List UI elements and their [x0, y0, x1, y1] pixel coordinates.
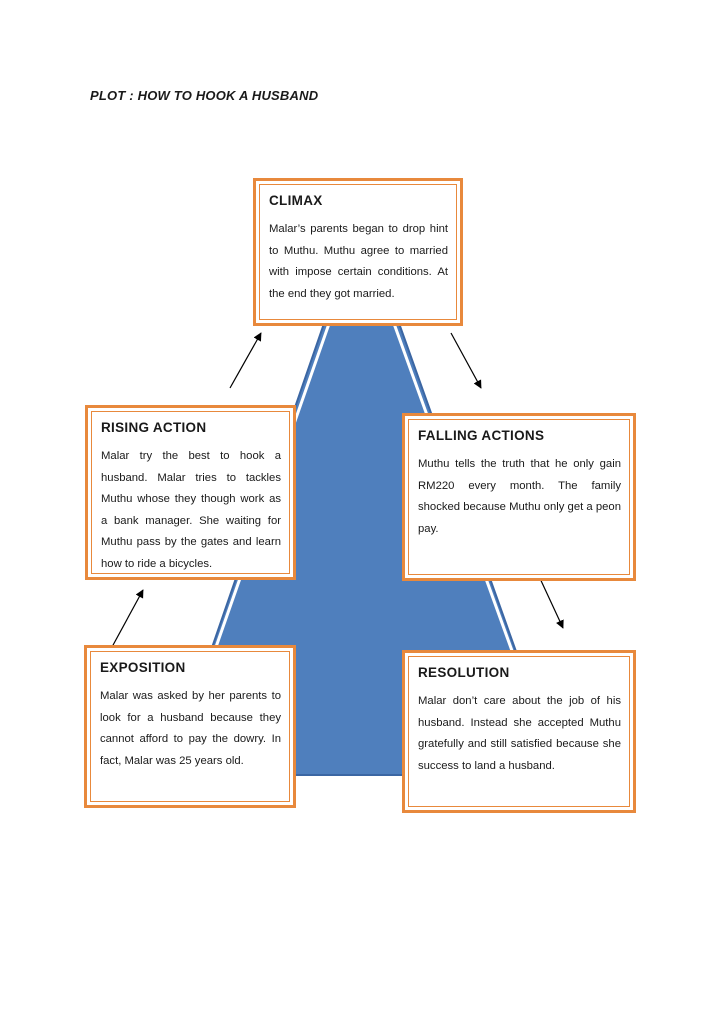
arrow-exposition-to-rising — [112, 590, 143, 647]
resolution-title: RESOLUTION — [418, 665, 510, 680]
resolution-text: Malar don’t care about the job of his husband. Instead she accepted Muthu gratefully and still satisfied because she success to land a husband. — [418, 695, 621, 772]
arrow-climax-to-falling — [451, 333, 481, 388]
rising-action-title: RISING ACTION — [101, 420, 207, 435]
exposition-title: EXPOSITION — [100, 660, 186, 675]
falling-actions-text: Muthu tells the truth that he only gain RM220 every month. The family shocked because Muthu only get a peon pay. — [418, 458, 621, 535]
rising-action-box — [85, 405, 296, 580]
rising-action-text: Malar try the best to hook a husband. Malar tries to tackles Muthu whose they though work as a bank manager. She waiting for Muthu pass by the gates and learn how to ride a bicycles. — [101, 450, 281, 570]
exposition-box — [84, 645, 296, 808]
climax-box — [253, 178, 463, 326]
climax-title: CLIMAX — [269, 193, 323, 208]
climax-text: Malar’s parents began to drop hint to Muthu. Muthu agree to married with impose certain conditions. At the end they got married. — [269, 223, 448, 300]
page-title: PLOT : HOW TO HOOK A HUSBAND — [90, 88, 319, 103]
arrow-rising-to-climax — [230, 333, 261, 388]
resolution-box — [402, 650, 636, 813]
falling-actions-box — [402, 413, 636, 581]
falling-actions-title: FALLING ACTIONS — [418, 428, 545, 443]
exposition-text: Malar was asked by her parents to look for a husband because they cannot afford to pay the dowry. In fact, Malar was 25 years old. — [100, 690, 281, 767]
